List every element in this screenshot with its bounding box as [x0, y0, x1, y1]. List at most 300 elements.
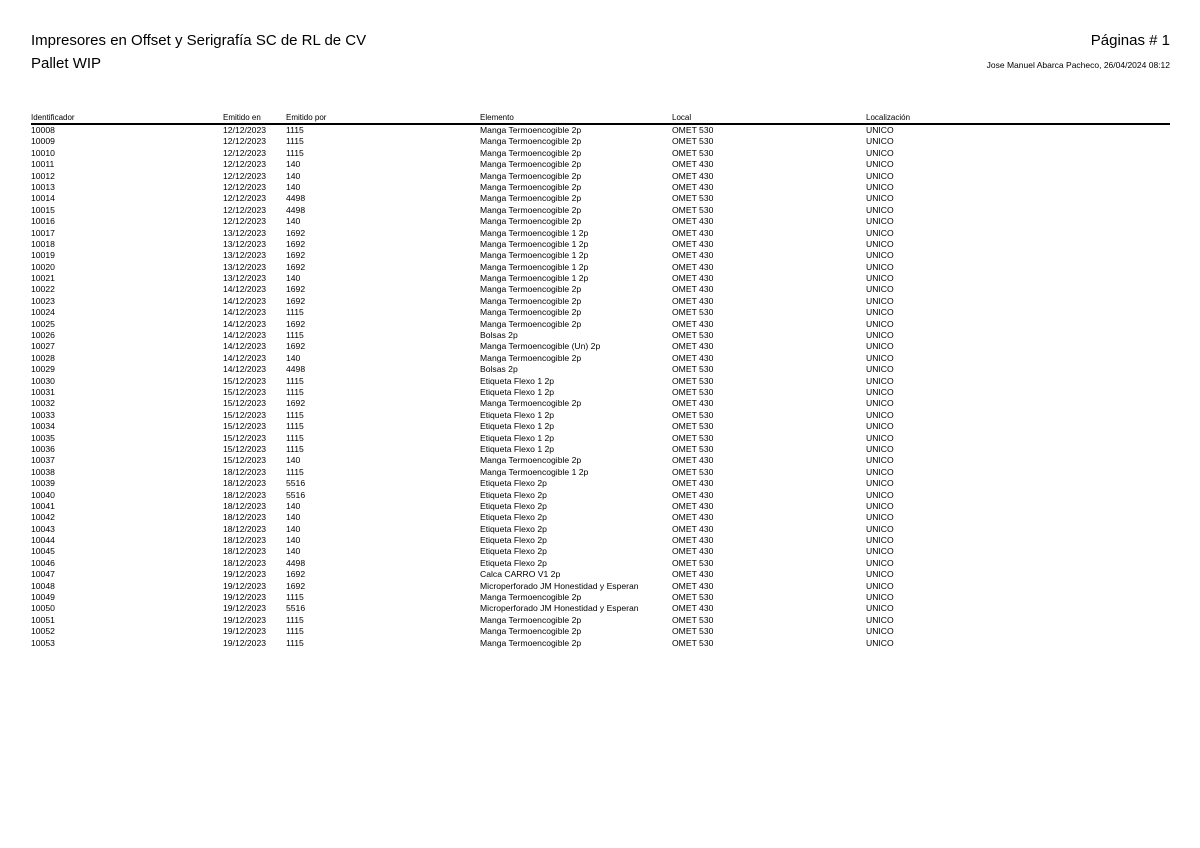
row-element: Manga Termoencogible 2p	[480, 159, 582, 170]
row-issued-by: 1692	[286, 318, 306, 329]
row-localization: UNICO	[866, 626, 894, 637]
table-row	[0, 364, 1200, 375]
table-row	[0, 136, 1200, 147]
row-issued-by: 140	[286, 523, 301, 534]
row-element: Calca CARRO V1 2p	[480, 569, 561, 580]
row-element: Manga Termoencogible 2p	[480, 398, 582, 409]
row-id: 10018	[31, 238, 55, 249]
table-row	[0, 341, 1200, 352]
row-localization: UNICO	[866, 455, 894, 466]
col-header-element: Elemento	[480, 113, 514, 122]
row-id: 10046	[31, 557, 55, 568]
row-element: Manga Termoencogible 2p	[480, 614, 582, 625]
row-date: 13/12/2023	[223, 227, 267, 238]
row-local: OMET 530	[672, 204, 714, 215]
row-localization: UNICO	[866, 569, 894, 580]
table-row	[0, 205, 1200, 216]
row-date: 15/12/2023	[223, 375, 267, 386]
col-header-local: Local	[672, 113, 692, 122]
row-local: OMET 530	[672, 193, 714, 204]
row-localization: UNICO	[866, 136, 894, 147]
row-issued-by: 1115	[286, 614, 304, 625]
row-element: Etiqueta Flexo 2p	[480, 489, 547, 500]
row-element: Manga Termoencogible 2p	[480, 204, 582, 215]
row-issued-by: 1115	[286, 147, 304, 158]
row-date: 12/12/2023	[223, 193, 267, 204]
row-local: OMET 530	[672, 307, 714, 318]
row-local: OMET 530	[672, 637, 714, 648]
row-date: 13/12/2023	[223, 250, 267, 261]
row-id: 10045	[31, 546, 55, 557]
row-localization: UNICO	[866, 307, 894, 318]
row-local: OMET 430	[672, 273, 714, 284]
row-issued-by: 1115	[286, 443, 304, 454]
row-date: 13/12/2023	[223, 273, 267, 284]
row-local: OMET 530	[672, 432, 714, 443]
row-issued-by: 1692	[286, 295, 306, 306]
row-date: 12/12/2023	[223, 204, 267, 215]
row-id: 10033	[31, 409, 55, 420]
row-date: 18/12/2023	[223, 523, 267, 534]
row-issued-by: 5516	[286, 489, 306, 500]
row-date: 12/12/2023	[223, 170, 267, 181]
table-row	[0, 228, 1200, 239]
row-local: OMET 430	[672, 181, 714, 192]
table-row	[0, 433, 1200, 444]
row-local: OMET 430	[672, 250, 714, 261]
row-id: 10011	[31, 159, 55, 170]
row-local: OMET 430	[672, 603, 714, 614]
row-element: Manga Termoencogible 2p	[480, 170, 582, 181]
row-element: Manga Termoencogible 2p	[480, 125, 582, 135]
row-id: 10027	[31, 341, 55, 352]
row-element: Manga Termoencogible 2p	[480, 136, 582, 147]
row-local: OMET 430	[672, 478, 714, 489]
row-issued-by: 1115	[286, 592, 304, 603]
row-issued-by: 1115	[286, 136, 304, 147]
row-date: 18/12/2023	[223, 489, 267, 500]
row-id: 10044	[31, 535, 55, 546]
row-date: 19/12/2023	[223, 603, 267, 614]
row-localization: UNICO	[866, 557, 894, 568]
row-date: 12/12/2023	[223, 216, 267, 227]
row-issued-by: 4498	[286, 204, 306, 215]
row-id: 10031	[31, 386, 55, 397]
report-title: Pallet WIP	[31, 55, 102, 72]
table-row	[0, 524, 1200, 535]
row-localization: UNICO	[866, 341, 894, 352]
table-row	[0, 626, 1200, 637]
row-id: 10040	[31, 489, 55, 500]
row-date: 19/12/2023	[223, 626, 267, 637]
row-localization: UNICO	[866, 443, 894, 454]
row-issued-by: 1115	[286, 626, 304, 637]
row-local: OMET 530	[672, 614, 714, 625]
column-header-row	[0, 113, 1200, 123]
row-local: OMET 430	[672, 455, 714, 466]
row-localization: UNICO	[866, 466, 894, 477]
row-element: Bolsas 2p	[480, 364, 518, 375]
table-row	[0, 353, 1200, 364]
row-localization: UNICO	[866, 227, 894, 238]
col-header-by: Emitido por	[286, 113, 327, 122]
table-row	[0, 512, 1200, 523]
row-local: OMET 530	[672, 626, 714, 637]
row-element: Manga Termoencogible 2p	[480, 318, 582, 329]
row-issued-by: 140	[286, 512, 301, 523]
table-row	[0, 501, 1200, 512]
row-issued-by: 140	[286, 216, 301, 227]
col-header-id: Identificador	[31, 113, 75, 122]
row-issued-by: 1115	[286, 330, 304, 341]
row-issued-by: 140	[286, 170, 301, 181]
table-row	[0, 581, 1200, 592]
col-header-localization: Localización	[866, 113, 911, 122]
table-row	[0, 182, 1200, 193]
row-issued-by: 1692	[286, 227, 306, 238]
row-element: Manga Termoencogible 1 2p	[480, 227, 589, 238]
row-id: 10020	[31, 261, 55, 272]
table-row	[0, 387, 1200, 398]
row-date: 15/12/2023	[223, 409, 267, 420]
row-localization: UNICO	[866, 284, 894, 295]
row-date: 19/12/2023	[223, 637, 267, 648]
row-issued-by: 4498	[286, 364, 306, 375]
row-id: 10035	[31, 432, 55, 443]
row-local: OMET 530	[672, 375, 714, 386]
row-element: Manga Termoencogible 1 2p	[480, 250, 589, 261]
row-id: 10028	[31, 352, 55, 363]
row-date: 18/12/2023	[223, 512, 267, 523]
row-element: Microperforado JM Honestidad y Esperan	[480, 580, 639, 591]
row-id: 10015	[31, 204, 55, 215]
row-local: OMET 430	[672, 216, 714, 227]
table-row	[0, 558, 1200, 569]
row-local: OMET 430	[672, 569, 714, 580]
row-id: 10023	[31, 295, 55, 306]
row-id: 10029	[31, 364, 55, 375]
row-date: 18/12/2023	[223, 466, 267, 477]
row-localization: UNICO	[866, 603, 894, 614]
row-date: 14/12/2023	[223, 330, 267, 341]
row-localization: UNICO	[866, 489, 894, 500]
row-localization: UNICO	[866, 193, 894, 204]
row-id: 10009	[31, 136, 55, 147]
row-issued-by: 140	[286, 273, 301, 284]
row-issued-by: 4498	[286, 557, 306, 568]
row-issued-by: 1692	[286, 569, 306, 580]
row-local: OMET 430	[672, 546, 714, 557]
row-issued-by: 5516	[286, 478, 306, 489]
table-row	[0, 603, 1200, 614]
row-id: 10043	[31, 523, 55, 534]
row-date: 19/12/2023	[223, 614, 267, 625]
table-row	[0, 250, 1200, 261]
row-local: OMET 530	[672, 466, 714, 477]
row-local: OMET 530	[672, 421, 714, 432]
row-date: 14/12/2023	[223, 284, 267, 295]
row-local: OMET 530	[672, 125, 714, 135]
row-element: Manga Termoencogible 1 2p	[480, 273, 589, 284]
row-date: 14/12/2023	[223, 307, 267, 318]
row-localization: UNICO	[866, 637, 894, 648]
row-date: 13/12/2023	[223, 261, 267, 272]
row-localization: UNICO	[866, 238, 894, 249]
row-localization: UNICO	[866, 375, 894, 386]
table-row	[0, 569, 1200, 580]
row-issued-by: 1115	[286, 125, 304, 135]
table-row	[0, 125, 1200, 136]
row-issued-by: 1115	[286, 409, 304, 420]
row-date: 18/12/2023	[223, 478, 267, 489]
row-localization: UNICO	[866, 273, 894, 284]
row-element: Manga Termoencogible 2p	[480, 181, 582, 192]
row-date: 15/12/2023	[223, 386, 267, 397]
row-date: 15/12/2023	[223, 421, 267, 432]
row-element: Etiqueta Flexo 1 2p	[480, 432, 555, 443]
table-row	[0, 148, 1200, 159]
row-id: 10037	[31, 455, 55, 466]
row-date: 19/12/2023	[223, 569, 267, 580]
row-issued-by: 4498	[286, 193, 306, 204]
row-id: 10036	[31, 443, 55, 454]
row-date: 18/12/2023	[223, 546, 267, 557]
row-element: Etiqueta Flexo 2p	[480, 546, 547, 557]
row-element: Etiqueta Flexo 2p	[480, 557, 547, 568]
row-element: Etiqueta Flexo 1 2p	[480, 375, 555, 386]
row-id: 10022	[31, 284, 55, 295]
row-localization: UNICO	[866, 500, 894, 511]
row-date: 12/12/2023	[223, 147, 267, 158]
table-row	[0, 319, 1200, 330]
row-element: Manga Termoencogible 1 2p	[480, 238, 589, 249]
row-date: 14/12/2023	[223, 352, 267, 363]
row-date: 12/12/2023	[223, 181, 267, 192]
row-element: Manga Termoencogible 2p	[480, 216, 582, 227]
table-row	[0, 376, 1200, 387]
row-id: 10053	[31, 637, 55, 648]
row-issued-by: 1115	[286, 375, 304, 386]
row-date: 14/12/2023	[223, 364, 267, 375]
row-date: 18/12/2023	[223, 500, 267, 511]
row-local: OMET 430	[672, 512, 714, 523]
row-date: 15/12/2023	[223, 432, 267, 443]
row-element: Etiqueta Flexo 1 2p	[480, 386, 555, 397]
row-issued-by: 1692	[286, 284, 306, 295]
row-element: Manga Termoencogible 2p	[480, 626, 582, 637]
row-issued-by: 1115	[286, 432, 304, 443]
row-id: 10050	[31, 603, 55, 614]
row-localization: UNICO	[866, 216, 894, 227]
row-date: 15/12/2023	[223, 398, 267, 409]
table-row	[0, 535, 1200, 546]
row-issued-by: 140	[286, 181, 301, 192]
row-date: 18/12/2023	[223, 535, 267, 546]
row-issued-by: 1692	[286, 341, 306, 352]
row-localization: UNICO	[866, 592, 894, 603]
row-date: 14/12/2023	[223, 295, 267, 306]
row-issued-by: 1692	[286, 261, 306, 272]
table-row	[0, 410, 1200, 421]
table-row	[0, 546, 1200, 557]
row-local: OMET 430	[672, 341, 714, 352]
row-element: Manga Termoencogible 2p	[480, 295, 582, 306]
row-id: 10048	[31, 580, 55, 591]
row-element: Manga Termoencogible 2p	[480, 455, 582, 466]
row-id: 10030	[31, 375, 55, 386]
table-row	[0, 455, 1200, 466]
row-localization: UNICO	[866, 409, 894, 420]
row-element: Manga Termoencogible 2p	[480, 592, 582, 603]
row-issued-by: 1115	[286, 421, 304, 432]
row-local: OMET 430	[672, 398, 714, 409]
row-localization: UNICO	[866, 421, 894, 432]
row-issued-by: 5516	[286, 603, 306, 614]
table-row	[0, 273, 1200, 284]
row-element: Etiqueta Flexo 2p	[480, 535, 547, 546]
row-issued-by: 1692	[286, 250, 306, 261]
row-id: 10017	[31, 227, 55, 238]
row-id: 10025	[31, 318, 55, 329]
row-local: OMET 430	[672, 580, 714, 591]
col-header-date: Emitido en	[223, 113, 261, 122]
row-local: OMET 530	[672, 136, 714, 147]
row-local: OMET 430	[672, 318, 714, 329]
row-issued-by: 1692	[286, 580, 306, 591]
row-localization: UNICO	[866, 614, 894, 625]
row-local: OMET 430	[672, 238, 714, 249]
row-id: 10024	[31, 307, 55, 318]
row-localization: UNICO	[866, 295, 894, 306]
row-element: Manga Termoencogible 1 2p	[480, 261, 589, 272]
row-element: Etiqueta Flexo 1 2p	[480, 443, 555, 454]
table-row	[0, 490, 1200, 501]
row-date: 13/12/2023	[223, 238, 267, 249]
row-issued-by: 140	[286, 500, 301, 511]
row-element: Manga Termoencogible 1 2p	[480, 466, 589, 477]
row-issued-by: 140	[286, 535, 301, 546]
row-localization: UNICO	[866, 261, 894, 272]
row-id: 10019	[31, 250, 55, 261]
row-issued-by: 1115	[286, 637, 304, 648]
row-local: OMET 530	[672, 330, 714, 341]
row-element: Etiqueta Flexo 2p	[480, 478, 547, 489]
row-local: OMET 530	[672, 557, 714, 568]
table-row	[0, 467, 1200, 478]
row-element: Microperforado JM Honestidad y Esperan	[480, 603, 639, 614]
row-issued-by: 1692	[286, 398, 306, 409]
row-issued-by: 140	[286, 546, 301, 557]
row-local: OMET 530	[672, 386, 714, 397]
row-issued-by: 140	[286, 159, 301, 170]
row-date: 15/12/2023	[223, 455, 267, 466]
row-local: OMET 530	[672, 592, 714, 603]
table-row	[0, 421, 1200, 432]
row-local: OMET 430	[672, 500, 714, 511]
row-localization: UNICO	[866, 386, 894, 397]
row-issued-by: 1115	[286, 307, 304, 318]
row-element: Manga Termoencogible 2p	[480, 637, 582, 648]
row-date: 15/12/2023	[223, 443, 267, 454]
table-body	[0, 125, 1200, 649]
row-date: 19/12/2023	[223, 592, 267, 603]
row-localization: UNICO	[866, 364, 894, 375]
row-localization: UNICO	[866, 318, 894, 329]
table-row	[0, 262, 1200, 273]
row-date: 12/12/2023	[223, 125, 267, 135]
row-id: 10032	[31, 398, 55, 409]
row-local: OMET 430	[672, 535, 714, 546]
row-date: 14/12/2023	[223, 318, 267, 329]
row-date: 14/12/2023	[223, 341, 267, 352]
table-row	[0, 478, 1200, 489]
table-row	[0, 592, 1200, 603]
row-localization: UNICO	[866, 125, 894, 135]
row-id: 10039	[31, 478, 55, 489]
row-date: 12/12/2023	[223, 159, 267, 170]
row-local: OMET 430	[672, 284, 714, 295]
table-row	[0, 398, 1200, 409]
row-localization: UNICO	[866, 330, 894, 341]
row-id: 10012	[31, 170, 55, 181]
row-localization: UNICO	[866, 159, 894, 170]
row-id: 10014	[31, 193, 55, 204]
row-id: 10052	[31, 626, 55, 637]
table-row	[0, 171, 1200, 182]
row-local: OMET 430	[672, 261, 714, 272]
table-row	[0, 638, 1200, 649]
row-id: 10042	[31, 512, 55, 523]
row-localization: UNICO	[866, 352, 894, 363]
row-local: OMET 430	[672, 352, 714, 363]
row-issued-by: 1115	[286, 386, 304, 397]
row-id: 10051	[31, 614, 55, 625]
row-issued-by: 1692	[286, 238, 306, 249]
row-local: OMET 430	[672, 523, 714, 534]
row-issued-by: 140	[286, 455, 301, 466]
table-row	[0, 330, 1200, 341]
row-element: Manga Termoencogible 2p	[480, 147, 582, 158]
row-id: 10008	[31, 125, 55, 135]
user-timestamp: Jose Manuel Abarca Pacheco, 26/04/2024 08:12	[986, 60, 1170, 70]
row-id: 10021	[31, 273, 55, 284]
table-row	[0, 444, 1200, 455]
row-localization: UNICO	[866, 147, 894, 158]
row-id: 10010	[31, 147, 55, 158]
row-id: 10016	[31, 216, 55, 227]
row-id: 10049	[31, 592, 55, 603]
row-localization: UNICO	[866, 204, 894, 215]
row-localization: UNICO	[866, 580, 894, 591]
row-element: Bolsas 2p	[480, 330, 518, 341]
row-localization: UNICO	[866, 181, 894, 192]
row-element: Etiqueta Flexo 2p	[480, 512, 547, 523]
row-element: Manga Termoencogible 2p	[480, 193, 582, 204]
row-element: Manga Termoencogible (Un) 2p	[480, 341, 601, 352]
row-id: 10041	[31, 500, 55, 511]
row-localization: UNICO	[866, 398, 894, 409]
row-local: OMET 530	[672, 443, 714, 454]
table-row	[0, 296, 1200, 307]
row-issued-by: 1115	[286, 466, 304, 477]
page-number: Páginas # 1	[1090, 32, 1170, 49]
row-local: OMET 530	[672, 147, 714, 158]
row-id: 10038	[31, 466, 55, 477]
row-id: 10013	[31, 181, 55, 192]
row-local: OMET 530	[672, 364, 714, 375]
table-row	[0, 193, 1200, 204]
row-local: OMET 530	[672, 409, 714, 420]
